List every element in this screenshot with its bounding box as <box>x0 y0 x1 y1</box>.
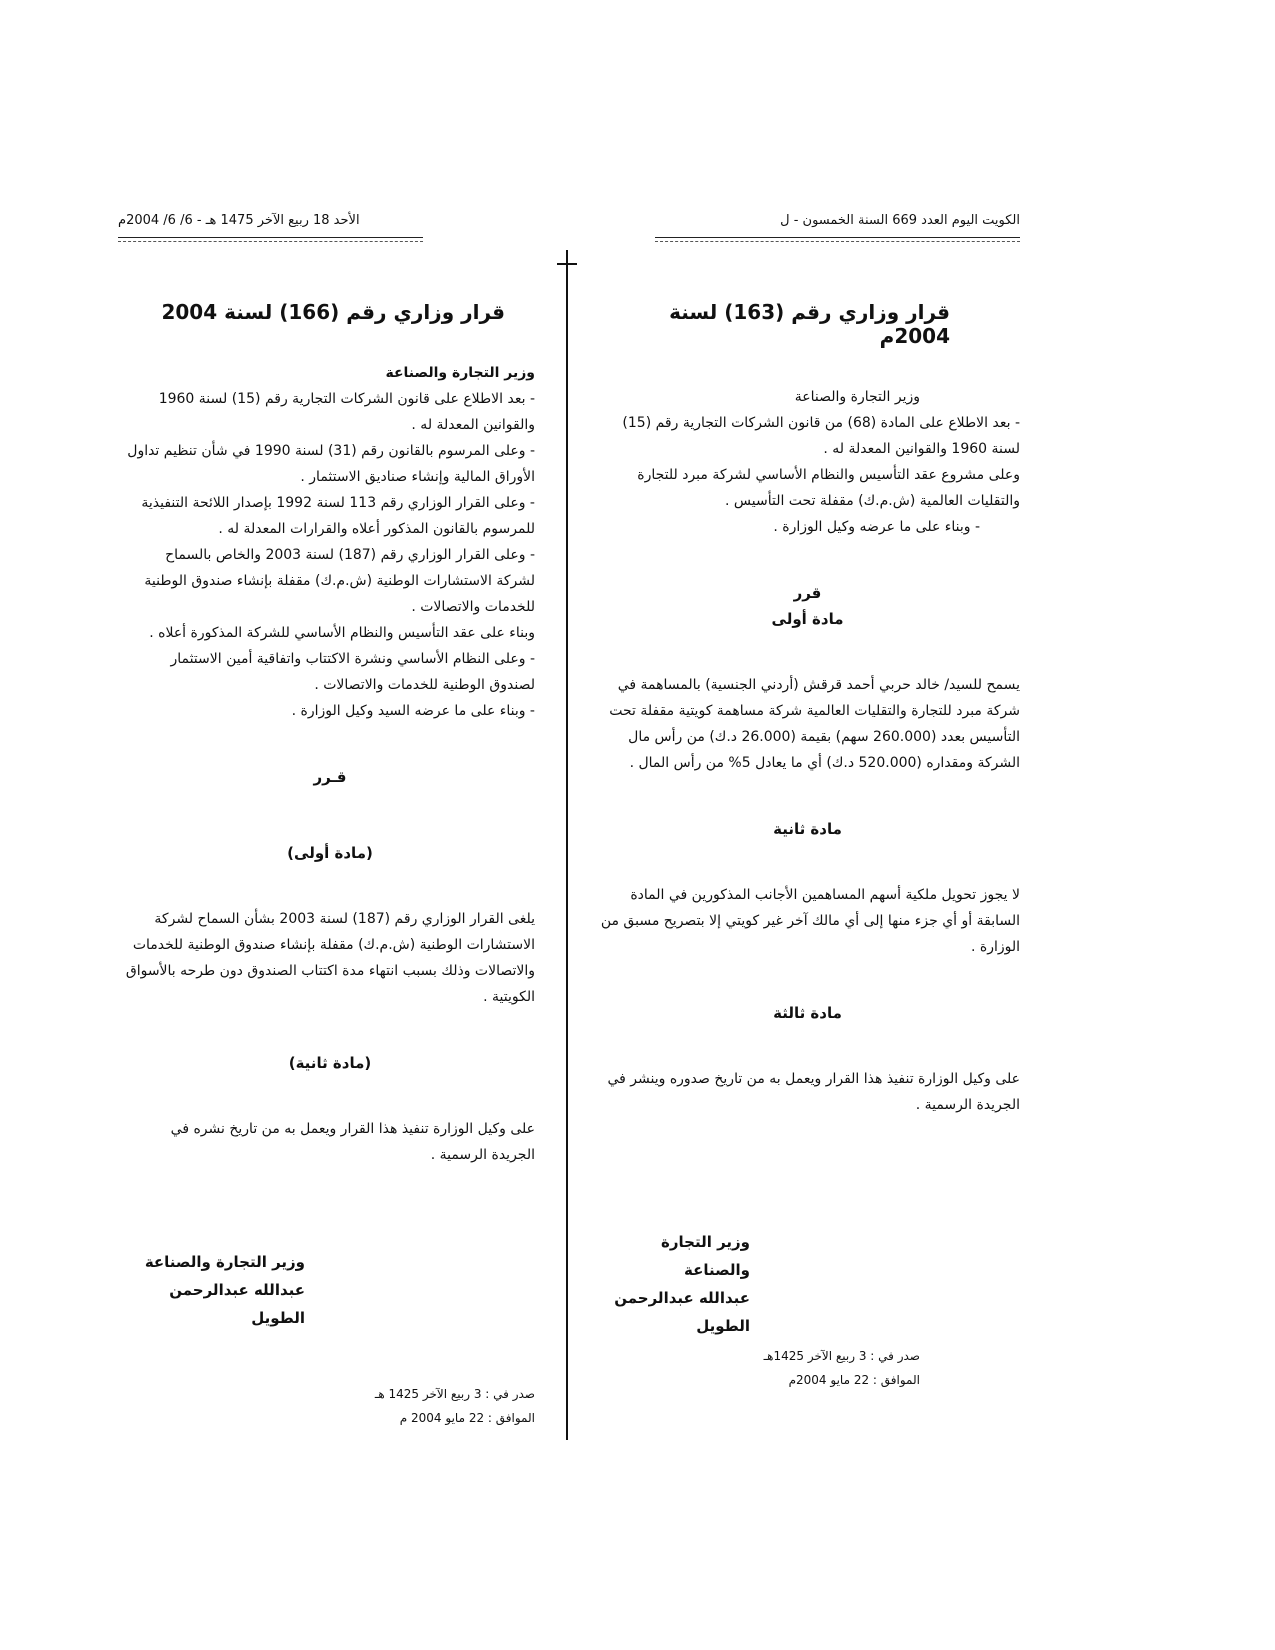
decision-166-preamble-2: - وعلى المرسوم بالقانون رقم (31) لسنة 1990 في شأن تنظيم تداول الأوراق المالية وإنشاء صناديق الاستثمار . <box>127 443 535 485</box>
decision-166-signature-title: وزير التجارة والصناعة <box>144 1253 305 1271</box>
header-dashed-rule-left <box>118 241 423 242</box>
decision-166-title: قرار وزاري رقم (166) لسنة 2004 <box>161 300 505 324</box>
decision-163-decision-word: قرر <box>793 584 822 602</box>
decision-163-signature-name: عبدالله عبدالرحمن الطويل <box>614 1289 750 1335</box>
decision-166-preamble-3: - وعلى القرار الوزاري رقم 113 لسنة 1992 بإصدار اللائحة التنفيذية للمرسوم بالقانون المذكور أعلاه والقرارات المعدلة له . <box>141 495 535 537</box>
decision-166-article2-heading: (مادة ثانية) <box>288 1054 372 1072</box>
decision-163-preamble-1: - بعد الاطلاع على المادة (68) من قانون الشركات التجارية رقم (15) لسنة 1960 والقوانين المعدلة له . <box>622 415 1020 457</box>
divider-crossmark <box>557 263 577 265</box>
decision-163-article3-text: على وكيل الوزارة تنفيذ هذا القرار ويعمل به من تاريخ صدوره وينشر في الجريدة الرسمية . <box>607 1071 1020 1113</box>
decision-166-issuer: وزير التجارة والصناعة <box>385 365 535 381</box>
decision-166-preamble-5: وبناء على عقد التأسيس والنظام الأساسي للشركة المذكورة أعلاه . <box>149 625 535 641</box>
running-header-left: الأحد 18 ربيع الآخر 1475 هـ - 6/ 6/ 2004م <box>118 213 360 228</box>
decision-163-article3-heading: مادة ثالثة <box>773 1004 842 1022</box>
decision-163-issued-date: صدر في : 3 ربيع الآخر 1425هـ <box>763 1349 920 1363</box>
decision-166-article1-text: يلغى القرار الوزاري رقم (187) لسنة 2003 بشأن السماح لشركة الاستشارات الوطنية (ش.م.ك) مقفلة بإنشاء صندوق الوطنية للخدمات والاتصالات وذلك بسبب انتهاء مدة اكتتاب الصندوق دون طرحه بالأسواق الكويتية . <box>125 911 535 1005</box>
decision-163-signature-title: وزير التجارة والصناعة <box>661 1233 750 1279</box>
decision-166-column <box>125 300 535 1430</box>
column-divider <box>566 250 568 1440</box>
decision-166-corresponding-date: الموافق : 22 مايو 2004 م <box>399 1411 535 1425</box>
header-rule-right <box>655 237 1020 238</box>
decision-166-signature-name: عبدالله عبدالرحمن الطويل <box>169 1281 305 1327</box>
decision-163-article2-text: لا يجوز تحويل ملكية أسهم المساهمين الأجانب المذكورين في المادة السابقة أو أي جزء منها إلى أي مالك آخر غير كويتي إلا بتصريح مسبق من الوزارة . <box>600 887 1020 955</box>
decision-166-decision-word: قـرر <box>313 768 347 786</box>
decision-163-title: قرار وزاري رقم (163) لسنة 2004م <box>669 300 950 348</box>
decision-163-issuer: وزير التجارة والصناعة <box>794 389 920 405</box>
decision-163-corresponding-date: الموافق : 22 مايو 2004م <box>788 1373 920 1387</box>
decision-163-preamble-3: - وبناء على ما عرضه وكيل الوزارة . <box>773 519 980 535</box>
header-rule-left <box>118 237 423 238</box>
decision-163-preamble-2: وعلى مشروع عقد التأسيس والنظام الأساسي لشركة مبرد للتجارة والتقليات العالمية (ش.م.ك) مقفلة تحت التأسيس . <box>637 467 1020 509</box>
decision-166-preamble-4: - وعلى القرار الوزاري رقم (187) لسنة 2003 والخاص بالسماح لشركة الاستشارات الوطنية (ش.م.ك) مقفلة بإنشاء صندوق الوطنية للخدمات والاتصالات . <box>144 547 535 615</box>
decision-166-preamble-7: - وبناء على ما عرضه السيد وكيل الوزارة . <box>291 703 535 719</box>
decision-163-column <box>595 300 1020 1392</box>
header-dashed-rule-right <box>655 241 1020 242</box>
running-header-right: الكويت اليوم العدد 669 السنة الخمسون - ل <box>780 213 1020 228</box>
decision-166-preamble-1: - بعد الاطلاع على قانون الشركات التجارية رقم (15) لسنة 1960 والقوانين المعدلة له . <box>158 391 535 433</box>
decision-163-article2-heading: مادة ثانية <box>773 820 842 838</box>
decision-163-article1-text: يسمح للسيد/ خالد حربي أحمد قرقش (أردني الجنسية) بالمساهمة في شركة مبرد للتجارة والتقليات العالمية شركة مساهمة كويتية مقفلة تحت التأسيس بعدد (260.000 سهم) بقيمة (26.000 د.ك) من رأس مال الشركة ومقداره (520.000 د.ك) أي ما يعادل 5% من رأس المال . <box>609 677 1020 771</box>
decision-163-article1-heading: مادة أولى <box>771 610 844 628</box>
decision-166-issued-date: صدر في : 3 ربيع الآخر 1425 هـ <box>374 1387 535 1401</box>
decision-166-article1-heading: (مادة أولى) <box>287 844 373 862</box>
decision-166-article2-text: على وكيل الوزارة تنفيذ هذا القرار ويعمل به من تاريخ نشره في الجريدة الرسمية . <box>170 1121 535 1163</box>
decision-166-preamble-6: - وعلى النظام الأساسي ونشرة الاكتتاب واتفاقية أمين الاستثمار لصندوق الوطنية للخدمات والاتصالات . <box>170 651 535 693</box>
